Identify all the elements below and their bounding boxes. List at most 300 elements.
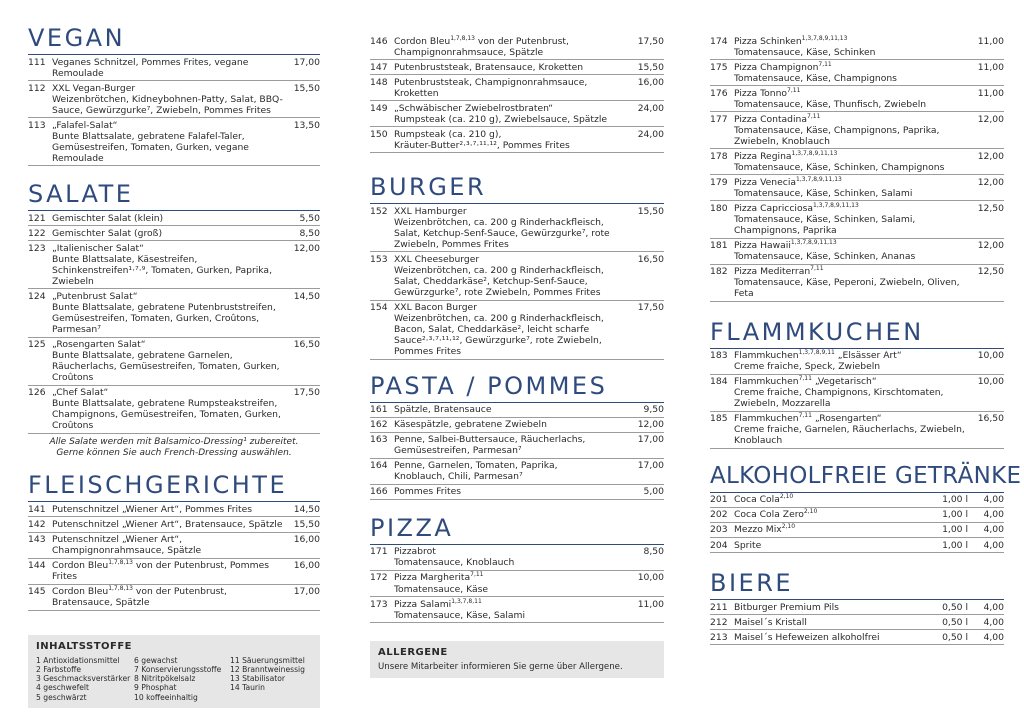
item-text bbox=[734, 494, 928, 505]
item-text bbox=[734, 88, 968, 110]
item-name: Pizza Regina bbox=[734, 150, 792, 162]
menu-item-row bbox=[710, 112, 1004, 149]
item-text bbox=[394, 404, 628, 415]
item-price: 12,00 bbox=[977, 176, 1004, 188]
fleisch-list-continued bbox=[370, 34, 664, 153]
section-title-getraenke: ALKOHOLFREIE GETRÄNKE bbox=[710, 465, 1004, 493]
item-volume: 0,50 l bbox=[942, 616, 968, 628]
salate-note-line1: Alle Salate werden mit Balsamico-Dressing¹ zubereitet. bbox=[49, 436, 299, 447]
item-number: 123 bbox=[28, 242, 46, 254]
menu-item-row bbox=[28, 502, 320, 517]
item-name: XXL Cheeseburger bbox=[394, 253, 480, 265]
item-text bbox=[394, 254, 628, 298]
item-text bbox=[394, 486, 628, 497]
item-description: Tomatensauce, Käse, Champignons, Paprika, Zwiebeln, Knoblauch bbox=[734, 124, 940, 147]
item-price: 11,00 bbox=[977, 35, 1004, 47]
menu-item-row bbox=[28, 211, 320, 226]
menu-item-row bbox=[710, 86, 1004, 112]
item-description: Weizenbrötchen, ca. 200 g Rinderhackfleisch, Salat, Ketchup-Senf-Sauce, Gewürzgurke⁷, rote Zwiebeln, Pommes Frites bbox=[394, 216, 610, 250]
menu-item-row bbox=[710, 412, 1004, 449]
additive-entry: 11 Säuerungsmittel bbox=[230, 655, 305, 665]
menu-item-row bbox=[370, 545, 664, 571]
menu-item-row bbox=[710, 201, 1004, 238]
item-name: Flammkuchen bbox=[734, 376, 799, 388]
item-text bbox=[394, 599, 628, 621]
column-middle bbox=[370, 34, 664, 678]
item-price: 14,50 bbox=[293, 290, 320, 302]
item-number: 166 bbox=[370, 486, 388, 498]
item-name: Cordon Bleu bbox=[52, 586, 109, 598]
item-price: 24,00 bbox=[637, 102, 664, 114]
item-price: 16,50 bbox=[637, 253, 664, 265]
item-number: 180 bbox=[710, 202, 728, 214]
item-description: Gemüsestreifen, Parmesan⁷ bbox=[394, 445, 522, 457]
item-text bbox=[394, 572, 628, 594]
additive-entry: 12 Branntweinessig bbox=[230, 664, 305, 674]
menu-item-row bbox=[710, 34, 1004, 60]
item-number: 146 bbox=[370, 35, 388, 47]
item-name: Gemischter Salat (groß) bbox=[52, 227, 163, 239]
item-text bbox=[734, 114, 968, 147]
item-volume: 0,50 l bbox=[942, 601, 968, 613]
item-volume: 1,00 l bbox=[942, 539, 968, 551]
item-name: „Putenbrust Salat“ bbox=[52, 290, 138, 302]
item-text bbox=[734, 240, 968, 262]
item-text bbox=[734, 632, 928, 643]
column-left bbox=[28, 26, 320, 708]
item-description: Creme fraiche, Garnelen, Räucherlachs, Zwiebeln, Knoblauch bbox=[734, 424, 965, 447]
item-name: Sprite bbox=[734, 539, 762, 551]
item-price: 10,00 bbox=[977, 350, 1004, 362]
item-price: 16,00 bbox=[637, 76, 664, 88]
item-price: 10,00 bbox=[637, 572, 664, 584]
item-price: 11,00 bbox=[977, 87, 1004, 99]
item-volume: 1,00 l bbox=[942, 509, 968, 521]
item-name: „Italienischer Salat“ bbox=[52, 242, 144, 254]
item-description: Bunte Blattsalate, gebratene Rumpsteakstreifen, Champignons, Gemüsestreifen, Tomaten, Gurken, Croûtons bbox=[52, 398, 281, 432]
item-number: 213 bbox=[710, 631, 728, 643]
item-text bbox=[734, 177, 968, 199]
item-number: 124 bbox=[28, 290, 46, 302]
pizza-list bbox=[370, 545, 664, 623]
item-number: 144 bbox=[28, 560, 46, 572]
item-number: 162 bbox=[370, 419, 388, 431]
item-price: 15,50 bbox=[293, 82, 320, 94]
item-price: 4,00 bbox=[983, 509, 1004, 521]
item-price: 10,00 bbox=[977, 376, 1004, 388]
item-description: Weizenbrötchen, ca. 200 g Rinderhackfleisch, Salat, Cheddarkäse², Ketchup-Senf-Sauce, Gewürzgurke⁷, rote Zwiebeln, Pommes Frites bbox=[394, 264, 604, 298]
menu-item-row bbox=[28, 226, 320, 241]
item-description: Tomatensauce, Käse, Schinken, Salami, Champignons, Paprika bbox=[734, 213, 916, 236]
item-price: 4,00 bbox=[983, 616, 1004, 628]
section-title-burger: BURGER bbox=[370, 175, 664, 204]
item-text bbox=[394, 419, 628, 430]
item-additives: 7,11 bbox=[810, 265, 824, 273]
item-name: Penne, Garnelen, Tomaten, Paprika, bbox=[394, 460, 558, 472]
item-additives: 1,3,7,8,11 bbox=[451, 597, 482, 605]
item-price: 12,00 bbox=[977, 240, 1004, 251]
vegan-list bbox=[28, 55, 320, 166]
item-number: 177 bbox=[710, 113, 728, 125]
item-number: 121 bbox=[28, 212, 46, 224]
item-name: Cordon Bleu bbox=[394, 35, 451, 47]
item-description: Bunte Blattsalate, gebratene Garnelen, Räucherlachs, Gemüsestreifen, Tomaten, Gurken, Croûtons bbox=[52, 350, 280, 384]
section-title-flammkuchen: FLAMMKUCHEN bbox=[710, 320, 1004, 349]
item-additives: 2,10 bbox=[803, 508, 818, 516]
item-text bbox=[394, 434, 628, 456]
item-description: Bratensauce, Spätzle bbox=[52, 597, 150, 609]
item-description: Tomatensauce, Käse, Schinken, Champignons bbox=[734, 161, 945, 173]
item-name: Putenschnitzel „Wiener Art“, Pommes Frites bbox=[52, 503, 253, 515]
item-price: 4,00 bbox=[983, 631, 1004, 643]
menu-item-row bbox=[710, 630, 1004, 645]
item-text bbox=[734, 151, 968, 173]
item-number: 176 bbox=[710, 87, 728, 99]
item-text bbox=[52, 228, 284, 239]
item-text bbox=[394, 103, 628, 125]
item-name: Putenbruststeak, Champignonrahmsauce, Kroketten bbox=[394, 76, 588, 99]
item-text bbox=[734, 617, 928, 628]
item-number: 152 bbox=[370, 205, 388, 217]
allergene-title: ALLERGENE bbox=[378, 647, 448, 659]
item-number: 122 bbox=[28, 227, 46, 239]
item-price: 16,00 bbox=[293, 534, 320, 545]
getraenke-list bbox=[710, 493, 1004, 553]
item-text bbox=[734, 524, 928, 535]
item-description: Weizenbrötchen, ca. 200 g Rinderhackfleisch, Bacon, Salat, Cheddarkäse², leicht scharfe Sauce²·³·⁷·¹¹·¹², Gewürzgurke⁷, rote Zwiebeln, Pommes Frites bbox=[394, 313, 604, 358]
item-name: Käsespätzle, gebratene Zwiebeln bbox=[394, 419, 547, 431]
item-name: Coca Cola Zero bbox=[734, 509, 804, 521]
item-description: Creme fraiche, Speck, Zwiebeln bbox=[734, 361, 881, 373]
item-additives: 1,7,8,13 bbox=[450, 34, 475, 42]
item-number: 182 bbox=[710, 266, 728, 278]
item-name: Putenbruststeak, Bratensauce, Kroketten bbox=[394, 61, 584, 73]
flammkuchen-list bbox=[710, 349, 1004, 449]
item-number: 150 bbox=[370, 128, 388, 140]
item-name: „Falafel-Salat“ bbox=[52, 119, 118, 131]
item-name-suffix: „Elsässer Art“ bbox=[834, 350, 902, 362]
item-additives: 1,3,7,8,9,11,13 bbox=[791, 149, 838, 157]
item-text bbox=[734, 62, 968, 84]
item-name: Maisel´s Hefeweizen alkoholfrei bbox=[734, 631, 880, 643]
item-name: „Chef Salat“ bbox=[52, 387, 109, 399]
item-text bbox=[52, 586, 284, 608]
item-name: Pizza Mediterran bbox=[734, 266, 811, 278]
item-number: 112 bbox=[28, 82, 46, 94]
item-volume: 1,00 l bbox=[942, 524, 968, 536]
salate-note-line2: Gerne können Sie auch French-Dressing auswählen. bbox=[56, 447, 292, 458]
item-price: 9,50 bbox=[643, 404, 664, 416]
inhaltsstoffe-col1 bbox=[36, 656, 134, 702]
item-number: 174 bbox=[710, 35, 728, 47]
section-title-fleischgerichte: FLEISCHGERICHTE bbox=[28, 473, 320, 502]
item-name: XXL Hamburger bbox=[394, 205, 467, 217]
item-number: 171 bbox=[370, 546, 388, 558]
item-price: 17,50 bbox=[293, 387, 320, 399]
item-price: 5,50 bbox=[299, 212, 320, 224]
item-number: 143 bbox=[28, 534, 46, 545]
item-text bbox=[52, 534, 284, 556]
item-name: Pizza Salami bbox=[394, 598, 452, 610]
item-text bbox=[52, 339, 284, 383]
item-name: „Rosengarten Salat“ bbox=[52, 339, 146, 351]
item-price: 15,50 bbox=[637, 205, 664, 217]
item-name: Putenschnitzel „Wiener Art“, Bratensauce, Spätzle bbox=[52, 518, 283, 530]
menu-item-row bbox=[28, 517, 320, 532]
item-number: 183 bbox=[710, 350, 728, 362]
section-title-biere: BIERE bbox=[710, 571, 1004, 600]
item-text bbox=[734, 376, 968, 409]
column-right bbox=[710, 34, 1022, 645]
item-text bbox=[52, 57, 284, 79]
menu-item-row bbox=[28, 585, 320, 611]
additive-entry: 3 Geschmacksverstärker bbox=[36, 674, 131, 684]
item-name: Coca Cola bbox=[734, 494, 780, 506]
item-price: 17,50 bbox=[637, 35, 664, 47]
item-number: 181 bbox=[710, 240, 728, 251]
section-title-salate: SALATE bbox=[28, 182, 320, 211]
item-description: Tomatensauce, Knoblauch bbox=[394, 557, 515, 569]
item-number: 126 bbox=[28, 387, 46, 399]
item-price: 15,50 bbox=[637, 61, 664, 73]
item-name: Pizza Margherita bbox=[394, 572, 471, 584]
item-number: 154 bbox=[370, 302, 388, 314]
additive-entry: 1 Antioxidationsmittel bbox=[36, 655, 120, 665]
menu-item-row bbox=[28, 55, 320, 81]
item-text bbox=[394, 206, 628, 250]
item-description: Tomatensauce, Käse, Salami bbox=[394, 609, 526, 621]
pizza-list-continued bbox=[710, 34, 1004, 302]
item-name-suffix: „Rosengarten“ bbox=[811, 413, 882, 425]
item-price: 4,00 bbox=[983, 601, 1004, 613]
item-description: Tomatensauce, Käse, Champignons bbox=[734, 72, 897, 84]
item-name: Penne, Salbei-Buttersauce, Räucherlachs, bbox=[394, 434, 586, 446]
item-name-suffix: von der Putenbrust, Pommes Frites bbox=[52, 560, 270, 583]
additive-entry: 6 gewachst bbox=[134, 655, 178, 665]
item-description: Tomatensauce, Käse, Peperoni, Zwiebeln, Oliven, Feta bbox=[734, 277, 960, 300]
item-text bbox=[394, 62, 628, 73]
menu-item-row bbox=[710, 265, 1004, 302]
additive-entry: 8 Nitritpökelsalz bbox=[134, 674, 196, 684]
menu-item-row bbox=[28, 241, 320, 289]
item-additives: 1,7,8,13 bbox=[108, 585, 133, 593]
item-additives: 1,3,7,8,9,11,13 bbox=[790, 239, 837, 246]
item-text bbox=[734, 540, 928, 551]
item-number: 178 bbox=[710, 150, 728, 162]
menu-item-row bbox=[710, 60, 1004, 86]
menu-item-row bbox=[710, 508, 1004, 523]
item-additives: 7,11 bbox=[470, 571, 484, 579]
item-price: 12,00 bbox=[293, 242, 320, 254]
menu-item-row bbox=[28, 386, 320, 434]
item-text bbox=[394, 36, 628, 58]
burger-list bbox=[370, 204, 664, 359]
item-additives: 1,7,8,13 bbox=[108, 559, 133, 567]
item-description: Bunte Blattsalate, gebratene Falafel-Taler, Gemüsestreifen, Tomaten, Gurken, vegane Remoulade bbox=[52, 130, 249, 164]
menu-item-row bbox=[370, 34, 664, 60]
menu-item-row bbox=[28, 289, 320, 337]
item-price: 13,50 bbox=[293, 119, 320, 131]
item-number: 161 bbox=[370, 404, 388, 416]
fleisch-list bbox=[28, 502, 320, 610]
item-number: 212 bbox=[710, 616, 728, 628]
item-text bbox=[52, 83, 284, 116]
item-number: 153 bbox=[370, 253, 388, 265]
item-number: 202 bbox=[710, 509, 728, 521]
menu-item-row bbox=[710, 375, 1004, 412]
item-price: 4,00 bbox=[983, 494, 1004, 506]
menu-item-row bbox=[370, 75, 664, 101]
inhaltsstoffe-grid bbox=[36, 656, 312, 702]
item-price: 16,50 bbox=[977, 413, 1004, 425]
item-price: 8,50 bbox=[299, 227, 320, 239]
additive-entry: 5 geschwärzt bbox=[36, 692, 87, 702]
item-name: Rumpsteak (ca. 210 g), bbox=[394, 128, 502, 140]
item-price: 5,00 bbox=[643, 486, 664, 498]
item-price: 12,00 bbox=[977, 150, 1004, 162]
pasta-list bbox=[370, 403, 664, 500]
item-additives: 7,11 bbox=[798, 412, 812, 420]
item-description: Tomatensauce, Käse, Schinken bbox=[734, 46, 876, 58]
menu-item-row bbox=[710, 149, 1004, 175]
allergene-text: Unsere Mitarbeiter informieren Sie gerne über Allergene. bbox=[378, 662, 623, 673]
item-description: Champignonrahmsauce, Spätzle bbox=[52, 545, 202, 557]
item-number: 149 bbox=[370, 102, 388, 114]
item-name: „Schwäbischer Zwiebelrostbraten“ bbox=[394, 102, 554, 114]
menu-item-row bbox=[370, 101, 664, 127]
menu-item-row bbox=[370, 418, 664, 433]
item-name: Pizza Tonno bbox=[734, 87, 788, 99]
menu-item-row bbox=[710, 239, 1004, 265]
menu-item-row bbox=[370, 301, 664, 360]
item-additives: 1,3,7,8,9,11,13 bbox=[796, 175, 842, 183]
item-text bbox=[734, 413, 968, 446]
menu-item-row bbox=[370, 571, 664, 597]
item-text bbox=[734, 266, 968, 299]
menu-item-row bbox=[28, 338, 320, 386]
item-number: 173 bbox=[370, 598, 388, 610]
item-number: 125 bbox=[28, 339, 46, 351]
item-number: 164 bbox=[370, 460, 388, 472]
additive-entry: 14 Taurin bbox=[230, 683, 265, 693]
item-text bbox=[394, 129, 628, 151]
item-price: 11,00 bbox=[637, 598, 664, 610]
allergene-box bbox=[370, 641, 664, 678]
item-name-suffix: von der Putenbrust, bbox=[475, 35, 569, 47]
item-description: Champignonrahmsauce, Spätzle bbox=[394, 46, 544, 58]
item-name: Pommes Frites bbox=[394, 486, 462, 498]
item-price: 12,50 bbox=[977, 266, 1004, 278]
salate-note bbox=[28, 434, 320, 462]
item-price: 17,00 bbox=[293, 586, 320, 598]
item-additives: 1,3,7,8,9,11,13 bbox=[813, 201, 859, 209]
item-price: 12,00 bbox=[977, 113, 1004, 125]
item-number: 172 bbox=[370, 572, 388, 584]
item-text bbox=[52, 120, 284, 164]
item-name: Cordon Bleu bbox=[52, 560, 109, 572]
item-number: 163 bbox=[370, 434, 388, 446]
item-additives: 7,11 bbox=[798, 375, 812, 383]
item-text bbox=[394, 77, 628, 99]
item-name: Putenschnitzel „Wiener Art“, bbox=[52, 534, 183, 545]
item-volume: 0,50 l bbox=[942, 631, 968, 643]
item-name: Pizza Schinken bbox=[734, 35, 802, 47]
menu-item-row bbox=[28, 81, 320, 118]
item-description: Knoblauch, Chili, Parmesan⁷ bbox=[394, 471, 523, 483]
item-description: Tomatensauce, Käse, Thunfisch, Zwiebeln bbox=[734, 98, 927, 110]
item-price: 11,00 bbox=[977, 61, 1004, 73]
item-description: Tomatensauce, Käse, Schinken, Salami bbox=[734, 187, 913, 199]
item-price: 4,00 bbox=[983, 539, 1004, 551]
item-description: Tomatensauce, Käse bbox=[394, 583, 489, 595]
item-name: Pizza Contadina bbox=[734, 113, 808, 125]
menu-item-row bbox=[710, 600, 1004, 615]
item-name: Bitburger Premium Pils bbox=[734, 601, 839, 613]
item-text bbox=[52, 243, 284, 287]
item-number: 184 bbox=[710, 376, 728, 388]
item-name: Pizza Champignon bbox=[734, 61, 819, 73]
inhaltsstoffe-col3 bbox=[230, 656, 326, 702]
item-number: 145 bbox=[28, 586, 46, 598]
inhaltsstoffe-col2 bbox=[134, 656, 230, 702]
item-name: Spätzle, Bratensauce bbox=[394, 404, 492, 416]
item-number: 111 bbox=[28, 56, 46, 68]
menu-item-row bbox=[370, 597, 664, 623]
item-price: 14,50 bbox=[293, 503, 320, 515]
additive-entry: 13 Stabilisator bbox=[230, 674, 286, 684]
item-additives: 2,10 bbox=[781, 523, 796, 531]
item-price: 24,00 bbox=[637, 128, 664, 140]
item-name: Pizza Venecia bbox=[734, 176, 797, 188]
menu-item-row bbox=[710, 493, 1004, 508]
item-number: 148 bbox=[370, 76, 388, 88]
item-number: 204 bbox=[710, 539, 728, 551]
item-number: 142 bbox=[28, 518, 46, 530]
item-text bbox=[734, 509, 928, 520]
salate-list bbox=[28, 211, 320, 434]
item-name-suffix: „Vegetarisch“ bbox=[811, 376, 877, 388]
inhaltsstoffe-title: INHALTSSTOFFE bbox=[36, 640, 133, 652]
menu-item-row bbox=[28, 559, 320, 585]
item-additives: 7,11 bbox=[818, 60, 832, 68]
item-number: 113 bbox=[28, 119, 46, 131]
item-price: 12,00 bbox=[637, 419, 664, 431]
menu-item-row bbox=[710, 175, 1004, 201]
additive-entry: 2 Farbstoffe bbox=[36, 664, 81, 674]
menu-item-row bbox=[710, 523, 1004, 538]
item-price: 4,00 bbox=[983, 524, 1004, 536]
item-name: Mezzo Mix bbox=[734, 524, 782, 536]
menu-item-row bbox=[370, 459, 664, 485]
item-price: 8,50 bbox=[643, 546, 664, 558]
menu-item-row bbox=[370, 433, 664, 459]
item-name: XXL Vegan-Burger bbox=[52, 82, 136, 94]
item-text bbox=[52, 213, 284, 224]
item-text bbox=[734, 350, 968, 372]
item-description: Rumpsteak (ca. 210 g), Zwiebelsauce, Spätzle bbox=[394, 113, 608, 125]
inhaltsstoffe-box bbox=[28, 635, 320, 708]
item-description: Kräuter-Butter²·³·⁷·¹¹·¹², Pommes Frites bbox=[394, 139, 570, 151]
menu-item-row bbox=[28, 118, 320, 166]
item-additives: 7,11 bbox=[787, 86, 801, 94]
item-price: 17,50 bbox=[637, 302, 664, 314]
item-price: 15,50 bbox=[293, 518, 320, 530]
menu-item-row bbox=[710, 538, 1004, 553]
menu-item-row bbox=[710, 615, 1004, 630]
item-text bbox=[52, 504, 284, 515]
item-volume: 1,00 l bbox=[942, 494, 968, 506]
item-price: 16,50 bbox=[293, 339, 320, 351]
